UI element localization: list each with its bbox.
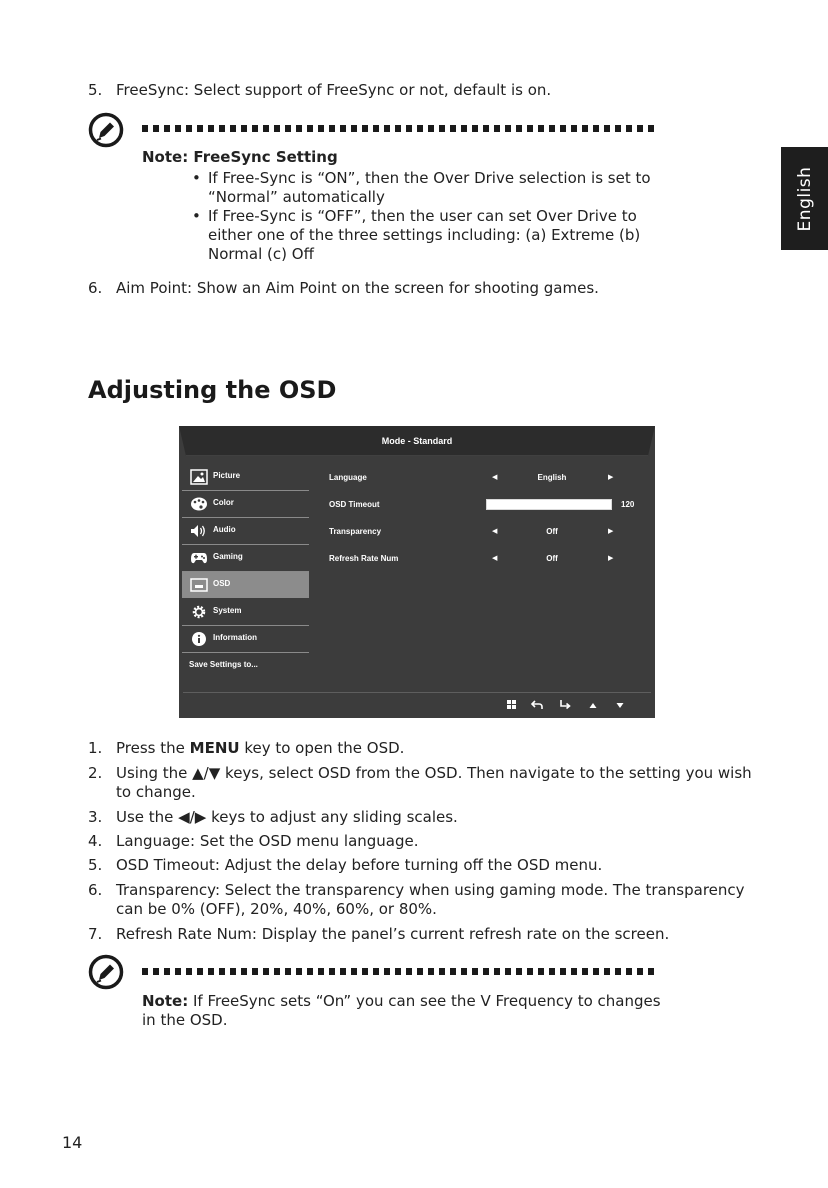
osd-setting-label: Language (329, 473, 367, 482)
note-bullet-line: If Free-Sync is “OFF”, then the user can set Over Drive to (208, 207, 637, 225)
osd-setting-label: OSD Timeout (329, 500, 380, 509)
right-arrow-icon[interactable]: ▶ (608, 555, 614, 562)
picture-icon (190, 469, 208, 485)
note-text-part: If FreeSync sets “On” you can see the V Frequency to changes (188, 992, 661, 1010)
page-number: 14 (62, 1133, 83, 1152)
left-arrow-icon[interactable]: ◀ (492, 555, 498, 562)
osd-menu-item-audio[interactable] (182, 518, 309, 545)
note-pen-icon (88, 112, 124, 148)
osd-setting-value: Off (546, 527, 558, 536)
step-number: 2. (88, 764, 103, 782)
note-pen-icon (88, 954, 124, 990)
note-bullet-line: Normal (c) Off (208, 245, 314, 263)
osd-setting-value: Off (546, 554, 558, 563)
step-text: Using the ▲/▼ keys, select OSD from the OSD. Then navigate to the setting you wish (116, 764, 752, 782)
right-arrow-icon[interactable]: ▶ (608, 474, 614, 481)
step-text: Refresh Rate Num: Display the panel’s current refresh rate on the screen. (116, 925, 670, 943)
step-text-part: key to open the OSD. (239, 739, 405, 757)
note-label: Note: (142, 992, 189, 1010)
bullet-dot: • (192, 169, 201, 187)
grid-icon[interactable] (504, 699, 518, 711)
timeout-slider[interactable] (486, 499, 612, 510)
note-text: in the OSD. (142, 1011, 228, 1029)
language-side-tab (781, 147, 828, 250)
osd-menu-item-osd[interactable] (182, 572, 309, 598)
step-text: can be 0% (OFF), 20%, 40%, 60%, or 80%. (116, 900, 437, 918)
note-bullet-line: If Free-Sync is “ON”, then the Over Drive selection is set to (208, 169, 651, 187)
step-number: 7. (88, 925, 103, 943)
bullet-dot: • (192, 207, 201, 225)
note-divider (142, 125, 658, 132)
step-number: 3. (88, 808, 103, 826)
step-number: 5. (88, 856, 103, 874)
note-title: Note: FreeSync Setting (142, 148, 338, 166)
step-text-part: Press the (116, 739, 190, 757)
note-divider (142, 968, 658, 975)
gamepad-icon (190, 550, 208, 566)
item-number: 5. (88, 81, 103, 99)
osd-menu-item-system[interactable] (182, 599, 309, 626)
osd-setting-language[interactable] (329, 473, 649, 487)
step-text: to change. (116, 783, 196, 801)
language-side-tab-label: English (794, 166, 815, 231)
note-bullet-line: “Normal” automatically (208, 188, 385, 206)
osd-menu-label: Picture (213, 471, 241, 480)
timeout-slider-fill (487, 500, 611, 509)
item-text: FreeSync: Select support of FreeSync or not, default is on. (116, 81, 552, 99)
info-icon (190, 631, 208, 647)
down-icon[interactable] (613, 699, 627, 711)
color-palette-icon (190, 496, 208, 512)
section-title: Adjusting the OSD (88, 376, 337, 404)
gear-icon (190, 604, 208, 620)
osd-menu-item-save-settings[interactable] (182, 653, 309, 679)
osd-menu-item-gaming[interactable] (182, 545, 309, 572)
osd-menu-label: Audio (213, 525, 236, 534)
osd-setting-label: Transparency (329, 527, 382, 536)
step-number: 6. (88, 881, 103, 899)
step-text: OSD Timeout: Adjust the delay before turning off the OSD menu. (116, 856, 603, 874)
osd-setting-value: 120 (621, 500, 635, 509)
note-bullet-line: either one of the three settings including: (a) Extreme (b) (208, 226, 641, 244)
osd-menu-label: OSD (213, 579, 231, 588)
item-number: 6. (88, 279, 103, 297)
osd-icon (190, 577, 208, 593)
osd-screenshot (179, 426, 655, 718)
osd-menu-label: System (213, 606, 242, 615)
osd-menu-item-picture[interactable] (182, 464, 309, 491)
osd-setting-refresh-rate-num[interactable] (329, 554, 649, 568)
right-arrow-icon[interactable]: ▶ (608, 528, 614, 535)
step-number: 1. (88, 739, 103, 757)
osd-setting-transparency[interactable] (329, 527, 649, 541)
up-icon[interactable] (586, 699, 600, 711)
step-text: Language: Set the OSD menu language. (116, 832, 419, 850)
menu-key-label: MENU (189, 739, 240, 757)
osd-setting-timeout[interactable] (329, 500, 649, 514)
step-text: Use the ◀/▶ keys to adjust any sliding scales. (116, 808, 458, 826)
osd-menu-label: Color (213, 498, 234, 507)
osd-menu-label: Save Settings to... (189, 660, 258, 669)
osd-title: Mode - Standard (381, 436, 453, 446)
osd-menu-label: Gaming (213, 552, 243, 561)
left-arrow-icon[interactable]: ◀ (492, 474, 498, 481)
osd-setting-label: Refresh Rate Num (329, 554, 399, 563)
step-text: Transparency: Select the transparency when using gaming mode. The transparency (116, 881, 745, 899)
step-number: 4. (88, 832, 103, 850)
osd-menu-label: Information (213, 633, 257, 642)
note-text (142, 992, 661, 1010)
osd-setting-value: English (537, 473, 567, 482)
enter-icon[interactable] (558, 699, 572, 711)
osd-menu-item-information[interactable] (182, 626, 309, 653)
speaker-icon (190, 523, 208, 539)
osd-menu-item-color[interactable] (182, 491, 309, 518)
osd-footer-divider (183, 692, 651, 693)
back-icon[interactable] (530, 699, 544, 711)
left-arrow-icon[interactable]: ◀ (492, 528, 498, 535)
item-text: Aim Point: Show an Aim Point on the screen for shooting games. (116, 279, 599, 297)
step-text (116, 739, 404, 757)
